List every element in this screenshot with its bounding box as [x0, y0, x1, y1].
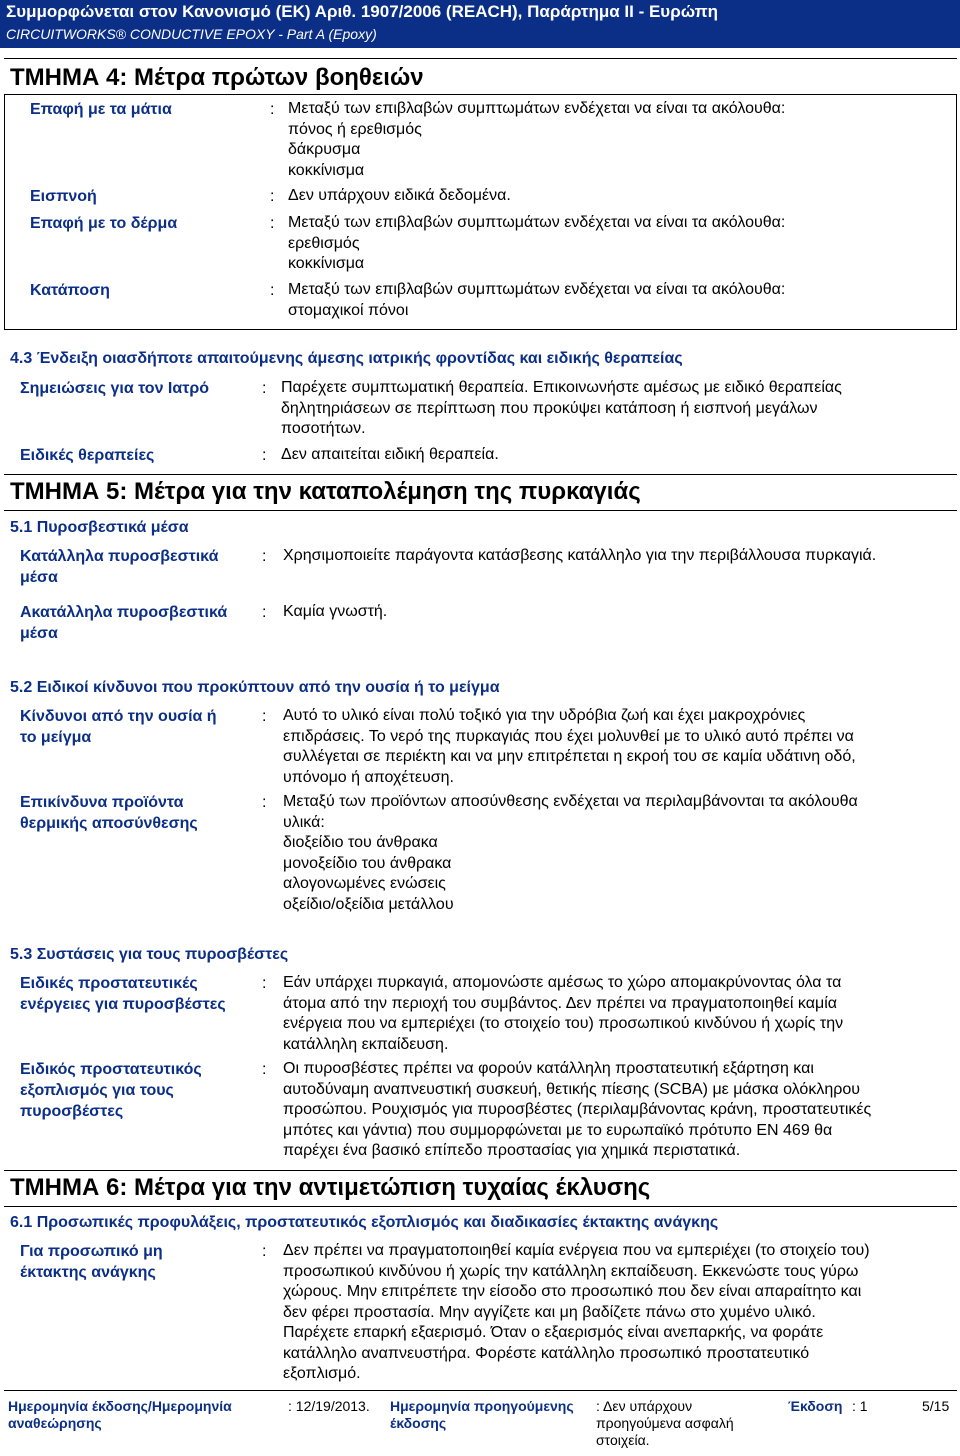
colon: :: [262, 1061, 267, 1078]
colon: :: [270, 215, 275, 232]
value-protective-actions: Εάν υπάρχει πυρκαγιά, απομονώστε αμέσως το χώρο απομακρύνοντας όλα τα άτομα από την περιοχή του συμβάντος. Δεν πρέπει να πραγματοποιηθεί καμία ενέργεια που να εμπεριέχει (το στοιχείο του) προσωπικού κινδύνου ή χωρίς την κατάλληλη εκπαίδευση.: [283, 974, 844, 1053]
regulation-title: Συμμορφώνεται στον Κανονισμό (ΕΚ) Αριθ. 1907/2006 (REACH), Παράρτημα ΙΙ - Ευρώπη: [6, 2, 719, 21]
value-notes-physician: Παρέχετε συμπτωματική θεραπεία. Επικοινωνήστε αμέσως με ειδικό θεραπείας δηλητηριάσεων σε περίπτωση που προκύψει κατάποση ή εισπνοή μεγάλων ποσοτήτων.: [281, 379, 842, 437]
label-decomposition-products: Επικίνδυνα προϊόντα θερμικής αποσύνθεσης: [20, 794, 198, 832]
section-rule: [4, 1206, 957, 1207]
label-inhalation: Εισπνοή: [30, 188, 97, 205]
footer-page-number: 5/15: [922, 1398, 950, 1414]
subsection-6-1-title: 6.1 Προσωπικές προφυλάξεις, προστατευτικός εξοπλισμός και διαδικασίες έκτακτης ανάγκης: [10, 1214, 719, 1231]
value-protective-equipment: Οι πυροσβέστες πρέπει να φορούν κατάλληλη προστατευτική εξάρτηση και αυτοδύναμη αναπνευστική συσκευή, θετικής πίεσης (SCBA) με μάσκα ολόκληρου προσώπου. Ρουχισμός για πυροσβέστες (περιλαμβάνοντας κράνη, προστατευτικές μπότες και γάντια) που συμμορφώνεται με το ευρωπαϊκό πρότυπο ΕΝ 469 θα παρέχει ένα βασικό επίπεδο προστασίας για χημικά περιστατικά.: [283, 1060, 872, 1159]
subsection-5-1-title: 5.1 Πυροσβεστικά μέσα: [10, 519, 189, 536]
label-non-emergency-personnel: Για προσωπικό μη έκτακτης ανάγκης: [20, 1243, 163, 1281]
subsection-5-2-title: 5.2 Ειδικοί κίνδυνοι που προκύπτουν από την ουσία ή το μείγμα: [10, 679, 500, 696]
footer-issue-date: : 12/19/2013.: [288, 1398, 370, 1414]
subsection-5-3-title: 5.3 Συστάσεις για τους πυροσβέστες: [10, 946, 289, 963]
product-name: CIRCUITWORKS® CONDUCTIVE EPOXY - Part A (Epoxy): [6, 26, 377, 42]
colon: :: [262, 548, 267, 565]
value-ingestion: Μεταξύ των επιβλαβών συμπτωμάτων ενδέχεται να είναι τα ακόλουθα: στομαχικοί πόνοι: [288, 281, 786, 319]
section-rule: [4, 474, 957, 475]
footer-version-value: : 1: [852, 1398, 868, 1414]
label-protective-actions: Ειδικές προστατευτικές ενέργειες για πυροσβέστες: [20, 975, 226, 1013]
section-4-title: ΤΜΗΜΑ 4: Μέτρα πρώτων βοηθειών: [10, 64, 424, 91]
colon: :: [270, 101, 275, 118]
label-protective-equipment: Ειδικός προστατευτικός εξοπλισμός για τους πυροσβέστες: [20, 1061, 202, 1120]
value-inhalation: Δεν υπάρχουν ειδικά δεδομένα.: [288, 187, 511, 204]
label-notes-physician: Σημειώσεις για τον Ιατρό: [20, 380, 209, 397]
document-header: [0, 0, 960, 48]
value-specific-treatments: Δεν απαιτείται ειδική θεραπεία.: [281, 446, 499, 463]
footer-version-label: Έκδοση: [788, 1398, 843, 1414]
value-skin-contact: Μεταξύ των επιβλαβών συμπτωμάτων ενδέχεται να είναι τα ακόλουθα: ερεθισμός κοκκίνισμα: [288, 214, 786, 272]
label-skin-contact: Επαφή με το δέρμα: [30, 215, 178, 232]
label-ingestion: Κατάποση: [30, 282, 110, 299]
colon: :: [262, 380, 267, 397]
footer-previous-label: Ημερομηνία προηγούμενης έκδοσης: [390, 1398, 574, 1431]
footer-rule: [4, 1390, 957, 1391]
colon: :: [262, 975, 267, 992]
label-hazards-substance: Κίνδυνοι από την ουσία ή το μείγμα: [20, 708, 217, 746]
colon: :: [270, 188, 275, 205]
colon: :: [262, 794, 267, 811]
value-hazards-substance: Αυτό το υλικό είναι πολύ τοξικό για την υδρόβια ζωή και έχει μακροχρόνιες επιδράσεις. Το νερό της πυρκαγιάς που έχει μολυνθεί με το υλικό αυτό πρέπει να συλλέγεται σε περιέκτη και να μην επιτρέπεται η εκροή του σε καμία υδάτινη οδό, υπόνομο ή αποχέτευση.: [283, 707, 856, 786]
value-decomposition-products: Μεταξύ των προϊόντων αποσύνθεσης ενδέχεται να περιλαμβάνονται τα ακόλουθα υλικά: διοξείδιο του άνθρακα μονοξείδιο του άνθρακα αλογονωμένες ενώσεις οξείδιο/οξείδια μετάλλου: [283, 793, 858, 913]
section-rule: [4, 510, 957, 511]
footer-previous-value: : Δεν υπάρχουν προηγούμενα ασφαλή στοιχεία.: [596, 1398, 734, 1448]
value-suitable-media: Χρησιμοποιείτε παράγοντα κατάσβεσης κατάλληλο για την περιβάλλουσα πυρκαγιά.: [283, 547, 877, 564]
subsection-4-3-title: 4.3 Ένδειξη οιασδήποτε απαιτούμενης άμεσης ιατρικής φροντίδας και ειδικής θεραπείας: [10, 350, 683, 367]
colon: :: [262, 708, 267, 725]
label-unsuitable-media: Ακατάλληλα πυροσβεστικά μέσα: [20, 604, 228, 642]
section-rule: [4, 58, 957, 59]
label-suitable-media: Κατάλληλα πυροσβεστικά μέσα: [20, 548, 219, 586]
label-specific-treatments: Ειδικές θεραπείες: [20, 447, 155, 464]
value-non-emergency-personnel: Δεν πρέπει να πραγματοποιηθεί καμία ενέργεια που να εμπεριέχει (το στοιχείο του) προσωπικού κινδύνου ή χωρίς την κατάλληλη εκπαίδευση. Εκκενώστε τους γύρω χώρους. Μην επιτρέπετε την είσοδο στο προσωπικό που δεν είναι απαραίτητο και δεν φέρει προστασία. Μην αγγίζετε και μη βαδίζετε πάνω στο χυμένο υλικό. Παρέχετε επαρκή εξαερισμό. Όταν ο εξαερισμός είναι ανεπαρκής, να φοράτε κατάλληλο αναπνευστήρα. Φορέστε κατάλληλο προσωπικό προστατευτικό εξοπλισμό.: [283, 1242, 870, 1382]
colon: :: [270, 282, 275, 299]
value-unsuitable-media: Καμία γνωστή.: [283, 603, 388, 620]
colon: :: [262, 1243, 267, 1260]
colon: :: [262, 604, 267, 621]
section-rule: [4, 1170, 957, 1171]
value-eye-contact: Μεταξύ των επιβλαβών συμπτωμάτων ενδέχεται να είναι τα ακόλουθα: πόνος ή ερεθισμός δάκρυσμα κοκκίνισμα: [288, 100, 786, 179]
section-6-title: ΤΜΗΜΑ 6: Μέτρα για την αντιμετώπιση τυχαίας έκλυσης: [10, 1174, 651, 1201]
page-footer: [0, 1396, 960, 1456]
footer-issue-label: Ημερομηνία έκδοσης/Ημερομηνία αναθεώρησης: [8, 1398, 232, 1431]
label-eye-contact: Επαφή με τα μάτια: [30, 101, 172, 118]
section-5-title: ΤΜΗΜΑ 5: Μέτρα για την καταπολέμηση της πυρκαγιάς: [10, 478, 641, 505]
colon: :: [262, 447, 267, 464]
